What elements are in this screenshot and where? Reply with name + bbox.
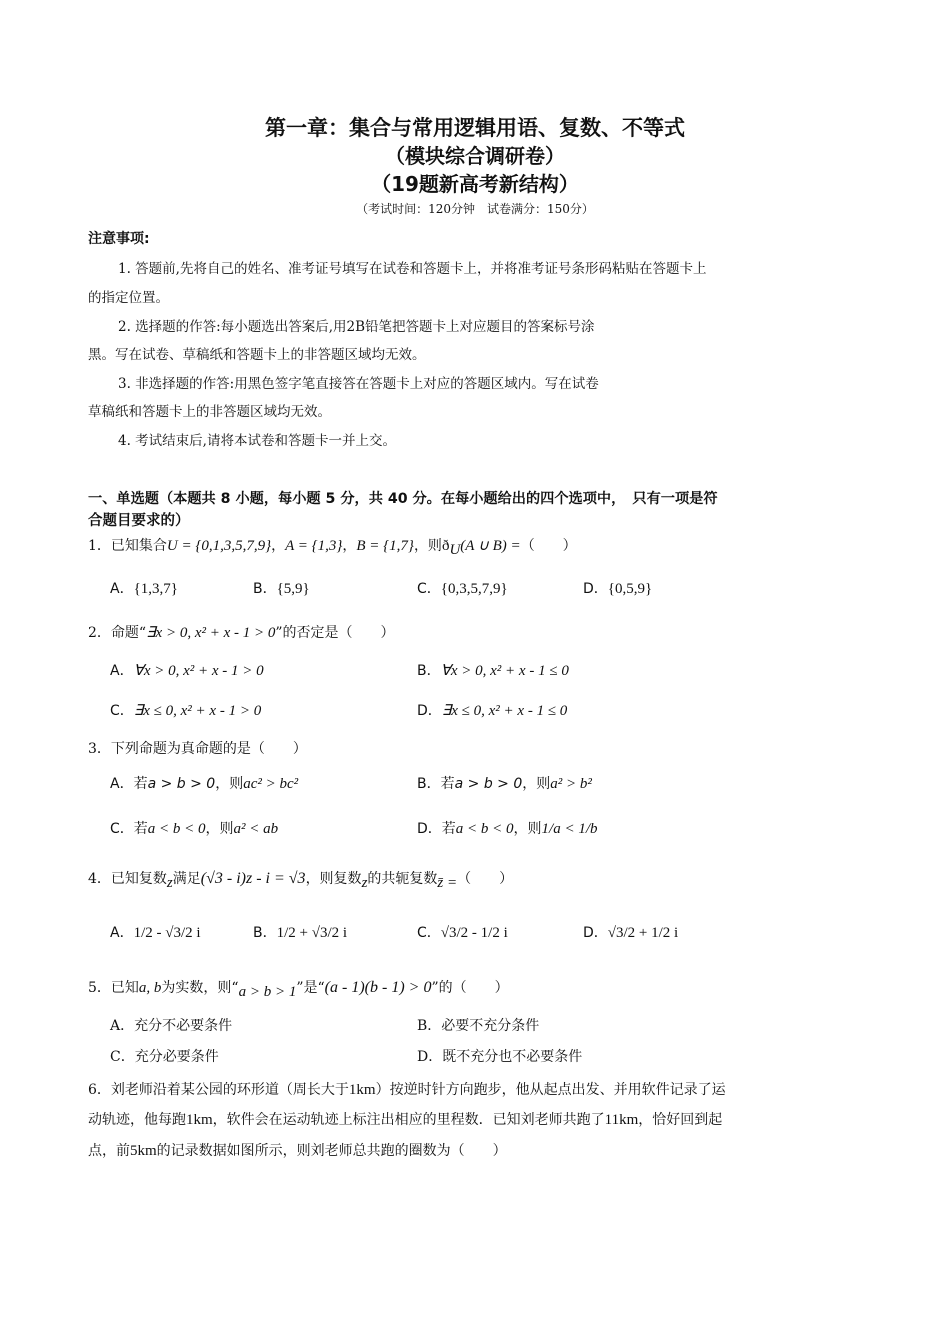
q6-km-2: 1km	[186, 1112, 213, 1128]
q2-option-b-value: ∀x > 0, x² + x - 1 ≤ 0	[440, 663, 569, 679]
q1-option-c-value: {0,3,5,7,9}	[440, 581, 508, 597]
q2-option-d-value: ∃x ≤ 0, x² + x - 1 ≤ 0	[441, 703, 568, 719]
exam-header	[0, 114, 950, 218]
q1-prefix: 1．已知集合	[88, 538, 167, 554]
q3-option-d[interactable]: D．若a < b < 0，则1/a < 1/b	[417, 821, 598, 837]
note-4-line-1: 4. 考试结束后,请将本试卷和答题卡一并上交。	[118, 433, 396, 449]
q4-z-2: z	[361, 874, 368, 891]
q5-condition-1: a > b > 1	[238, 983, 297, 1000]
exam-title: 第一章：集合与常用逻辑用语、复数、不等式	[265, 116, 685, 140]
q2-option-b[interactable]: B．∀x > 0, x² + x - 1 ≤ 0	[417, 663, 569, 679]
q1-option-b-value: {5,9}	[276, 581, 310, 597]
q1-set-u: U = {0,1,3,5,7,9}	[166, 538, 272, 554]
q1-tail: （ ）	[520, 538, 577, 554]
q2-option-c[interactable]: C．∃x ≤ 0, x² + x - 1 > 0	[110, 703, 262, 719]
exam-subtitle-1: （模块综合调研卷）	[385, 144, 565, 168]
q4-option-a[interactable]: A．1/2 - √3/2 i	[110, 925, 201, 941]
q2-prefix: 2．命题“	[88, 625, 147, 641]
question-3: 3．下列命题为真命题的是（ ）	[88, 741, 307, 757]
q2-option-a[interactable]: A．∀x > 0, x² + x - 1 > 0	[110, 663, 264, 679]
q3-option-d-condition: a < b < 0	[455, 821, 514, 837]
q1-option-c[interactable]: C．{0,3,5,7,9}	[417, 581, 508, 597]
q5-option-d[interactable]: D．既不充分也不必要条件	[417, 1049, 583, 1065]
q4-z-1: z	[166, 874, 173, 891]
q2-option-c-value: ∃x ≤ 0, x² + x - 1 > 0	[133, 703, 262, 719]
q1-complement: ð	[441, 538, 450, 554]
question-2	[88, 622, 395, 642]
q1-expr: (A ∪ B) =	[460, 538, 521, 554]
question-4: 4．已知复数$_z$满足(√3 - i)z - i = √3，则复数$_z$的共轭复数$_{z̄ =}$（ ）	[88, 870, 514, 891]
q5-option-b[interactable]: B．必要不充分条件	[417, 1018, 540, 1034]
note-2-line-2: 黑。写在试卷、草稿纸和答题卡上的非答题区域均无效。	[88, 347, 426, 363]
question-6-line-2: 动轨迹，他每跑1km，软件会在运动轨迹上标注出相应的里程数．已知刘老师共跑了11km，恰好回到起	[88, 1112, 723, 1128]
note-1-line-2: 的指定位置。	[88, 290, 169, 306]
q5-option-c[interactable]: C．充分必要条件	[110, 1049, 219, 1065]
q2-option-d[interactable]: D．∃x ≤ 0, x² + x - 1 ≤ 0	[417, 703, 568, 719]
q4-option-a-value: 1/2 - √3/2 i	[133, 925, 201, 941]
exam-meta: （考试时间：120分钟 试卷满分：150分）	[356, 202, 594, 216]
q4-option-d[interactable]: D．√3/2 + 1/2 i	[583, 925, 679, 941]
q3-option-b-condition: a > b > 0	[454, 776, 523, 792]
section-heading-line-2: 合题目要求的）	[88, 513, 190, 529]
note-3-line-1: 3. 非选择题的作答:用黑色签字笔直接答在答题卡上对应的答题区域内。写在试卷	[118, 376, 599, 392]
q1-complement-sub: U	[449, 541, 461, 558]
q6-km-4: 5km	[130, 1143, 157, 1159]
q2-option-a-value: ∀x > 0, x² + x - 1 > 0	[133, 663, 264, 679]
q2-tail: ”的否定是（ ）	[275, 625, 395, 641]
q4-option-c[interactable]: C．√3/2 - 1/2 i	[417, 925, 508, 941]
q2-proposition: ∃x > 0, x² + x - 1 > 0	[146, 625, 276, 641]
question-5: 5．已知a, b为实数，则“$_{a > b > 1}$”是“(a - 1)(b - 1) > 0”的（ ）	[88, 979, 509, 1000]
exam-subtitle-2: （19题新高考新结构）	[371, 172, 579, 196]
q5-vars: a, b	[138, 980, 162, 996]
q3-option-a[interactable]: A．若a > b > 0，则ac² > bc²	[110, 776, 299, 792]
q4-equation: (√3 - i)z - i = √3	[200, 870, 306, 887]
q1-option-d[interactable]: D．{0,5,9}	[583, 581, 653, 597]
section-heading-line-1: 一、单选题（本题共 8 小题，每小题 5 分，共 40 分。在每小题给出的四个选项中， 只有一项是符	[88, 491, 718, 507]
q4-zbar: z̄ =	[437, 874, 458, 891]
note-2-line-1: 2. 选择题的作答:每小题选出答案后,用2B铅笔把答题卡上对应题目的答案标号涂	[118, 319, 595, 335]
q3-option-c-result: a² < ab	[233, 821, 279, 837]
notes-heading: 注意事项:	[88, 231, 150, 247]
q4-option-b[interactable]: B．1/2 + √3/2 i	[253, 925, 348, 941]
q1-set-b: B = {1,7}	[356, 538, 414, 554]
question-6-line-1: 6．刘老师沿着某公园的环形道（周长大于1km）按逆时针方向跑步，他从起点出发、并用软件记录了运	[88, 1082, 726, 1098]
q3-option-a-result: ac² > bc²	[243, 776, 299, 792]
q6-km-1: 1km	[348, 1082, 376, 1098]
q3-option-c[interactable]: C．若a < b < 0，则a² < ab	[110, 821, 279, 837]
q6-km-3: 11km	[604, 1112, 639, 1128]
q1-set-a: A = {1,3}	[285, 538, 343, 554]
q3-option-d-result: 1/a < 1/b	[541, 821, 598, 837]
q3-option-a-condition: a > b > 0	[147, 776, 216, 792]
q1-mid: ，则	[413, 538, 442, 554]
question-1: 1．已知集合U = {0,1,3,5,7,9}，A = {1,3}，B = {1,7}，则$ð_U(A$ ∪ B) =（ ）	[88, 538, 577, 558]
q1-option-b[interactable]: B．{5,9}	[253, 581, 310, 597]
note-1-line-1: 1. 答题前,先将自己的姓名、准考证号填写在试卷和答题卡上，并将准考证号条形码粘贴在答题卡上	[118, 261, 707, 277]
q3-option-b-result: a² > b²	[550, 776, 592, 792]
q5-option-a[interactable]: A．充分不必要条件	[110, 1018, 233, 1034]
q4-option-b-value: 1/2 + √3/2 i	[276, 925, 348, 941]
q1-option-a[interactable]: A．{1,3,7}	[110, 581, 178, 597]
q4-option-d-value: √3/2 + 1/2 i	[607, 925, 679, 941]
q4-option-c-value: √3/2 - 1/2 i	[440, 925, 508, 941]
q5-condition-2: (a - 1)(b - 1) > 0	[324, 979, 432, 996]
q1-option-d-value: {0,5,9}	[607, 581, 653, 597]
q1-option-a-value: {1,3,7}	[133, 581, 178, 597]
q3-option-b[interactable]: B．若a > b > 0，则a² > b²	[417, 776, 592, 792]
question-6-line-3: 点，前5km的记录数据如图所示，则刘老师总共跑的圈数为（ ）	[88, 1143, 507, 1159]
q3-option-c-condition: a < b < 0	[147, 821, 206, 837]
note-3-line-2: 草稿纸和答题卡上的非答题区域均无效。	[88, 404, 331, 420]
